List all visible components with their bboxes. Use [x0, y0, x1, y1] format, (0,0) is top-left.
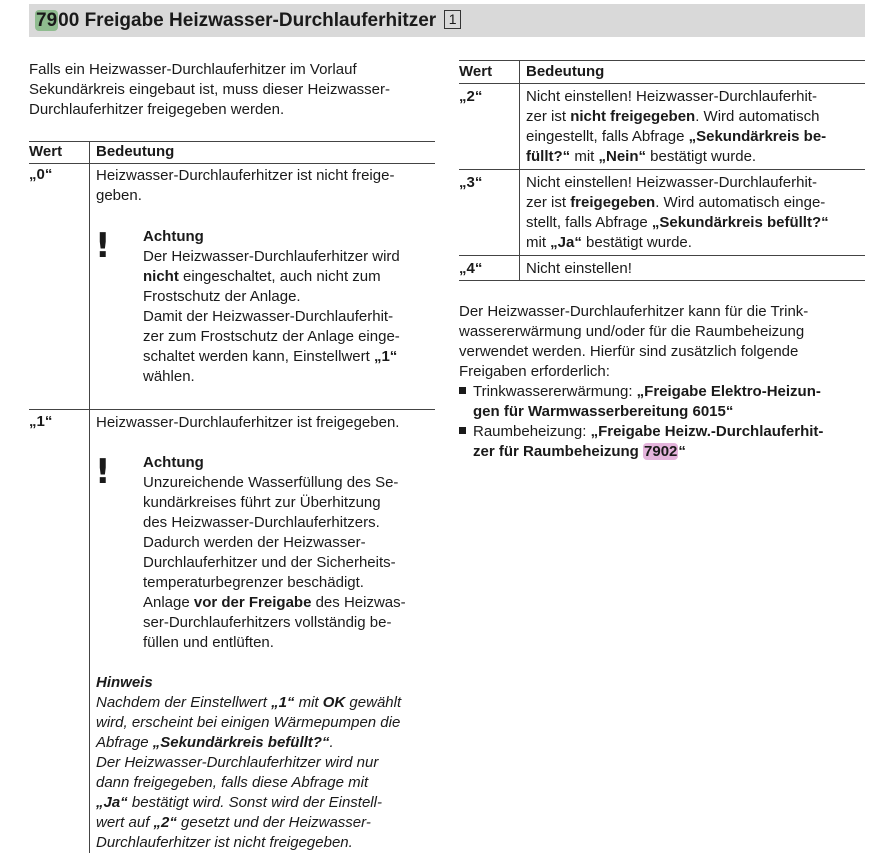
- hint-line: [96, 733, 401, 753]
- level-box: 1: [444, 10, 461, 29]
- text: mit: [570, 148, 599, 165]
- description-line: Heizwasser-Durchlauferhitzer ist nicht freige-: [96, 167, 395, 184]
- bold-text: „Sekundärkreis be-: [688, 128, 827, 145]
- bold-text: „2“: [153, 814, 177, 831]
- col-header-bedeutung: Bedeutung: [96, 143, 175, 160]
- warning-line: Dadurch werden der Heizwasser-: [143, 534, 366, 551]
- description-line: Nicht einstellen! Heizwasser-Durchlauferhit-: [526, 88, 817, 105]
- hint-notice: [96, 673, 401, 853]
- bold-text: nicht freigegeben: [570, 108, 696, 125]
- text: des Heizwas-: [311, 594, 406, 611]
- text: bestätigt wurde.: [646, 148, 757, 165]
- description-line: [526, 147, 826, 167]
- text: mit: [294, 694, 323, 711]
- table-row-value: „3“: [459, 174, 483, 191]
- parameter-code-highlight: 79: [36, 10, 58, 31]
- warning-line: [143, 593, 406, 613]
- text: .: [329, 734, 334, 751]
- bold-text: „Nein“: [598, 148, 647, 165]
- bold-text: vor der Freigabe: [193, 594, 312, 611]
- hint-line: dann freigegeben, falls diese Abfrage mit: [96, 774, 369, 791]
- text: gewählt: [345, 694, 402, 711]
- description-line: [526, 233, 829, 253]
- bold-text: „Freigabe Elektro-Heizun-: [636, 383, 821, 400]
- warning-line: Damit der Heizwasser-Durchlauferhit-: [143, 308, 394, 325]
- table-row-value: „1“: [29, 413, 53, 430]
- text: . Wird automatisch: [695, 108, 820, 125]
- paragraph-line: wassererwärmung und/oder für die Raumbeheizung: [459, 323, 805, 340]
- bullet-continuation: [459, 442, 823, 462]
- text: wert auf: [96, 814, 154, 831]
- description-line: [526, 213, 829, 233]
- description-line: [526, 107, 826, 127]
- warning-line: füllen und entlüften.: [143, 634, 274, 651]
- table-row-description: Nicht einstellen!: [526, 260, 632, 277]
- text: zer ist: [526, 194, 571, 211]
- warning-line: [143, 267, 400, 287]
- section-header: [29, 4, 865, 37]
- warning-line: ser-Durchlauferhitzers vollständig be-: [143, 614, 392, 631]
- table-row-value: „4“: [459, 260, 483, 277]
- warning-line: [143, 347, 400, 367]
- bold-text: „Ja“: [550, 234, 582, 251]
- intro-line: Durchlauferhitzer freigegeben werden.: [29, 101, 285, 118]
- hint-line: [96, 813, 401, 833]
- bold-text: zer für Raumbeheizung: [473, 443, 644, 460]
- bold-text: freigegeben: [570, 194, 656, 211]
- text: Anlage: [143, 594, 194, 611]
- table2-column-divider: [519, 60, 520, 280]
- col-header-wert: Wert: [29, 143, 63, 160]
- bold-text: „Ja“: [96, 794, 128, 811]
- warning-line: Durchlauferhitzer und der Sicherheits-: [143, 554, 396, 571]
- text: gesetzt und der Heizwasser-: [176, 814, 371, 831]
- text: bestätigt wird. Sonst wird der Einstell-: [127, 794, 382, 811]
- text: . Wird automatisch einge-: [655, 194, 826, 211]
- table-row-value: „0“: [29, 166, 53, 183]
- warning-line: Der Heizwasser-Durchlauferhitzer wird: [143, 248, 400, 265]
- bullet-icon: [459, 387, 466, 394]
- table-row-description: [526, 173, 829, 253]
- warning-line: Frostschutz der Anlage.: [143, 288, 301, 305]
- text: Trinkwassererwärmung:: [473, 383, 637, 400]
- text: bestätigt wurde.: [581, 234, 692, 251]
- bold-text: „1“: [271, 694, 295, 711]
- bold-text: „Sekundärkreis befüllt?“: [152, 734, 330, 751]
- bold-text: “: [678, 443, 686, 460]
- paragraph-line: Freigaben erforderlich:: [459, 363, 610, 380]
- table-column-divider: [89, 141, 90, 853]
- intro-line: Falls ein Heizwasser-Durchlauferhitzer im Vorlauf: [29, 61, 357, 78]
- warning-exclamation-icon: !: [95, 226, 111, 266]
- warning-line: zer zum Frostschutz der Anlage einge-: [143, 328, 400, 345]
- description-line: [526, 127, 826, 147]
- hint-line: [96, 693, 401, 713]
- text: Nachdem der Einstellwert: [96, 694, 272, 711]
- bold-text: „1“: [373, 348, 398, 365]
- hint-line: [96, 793, 401, 813]
- col-header-bedeutung: Bedeutung: [526, 63, 605, 80]
- title-text: Freigabe Heizwasser-Durchlauferhitzer: [84, 10, 437, 31]
- hint-line: Durchlauferhitzer ist nicht freigegeben.: [96, 834, 353, 851]
- text: Abfrage: [96, 734, 153, 751]
- warning-notice: [143, 453, 406, 653]
- hint-line: Der Heizwasser-Durchlauferhitzer wird nur: [96, 754, 379, 771]
- parameter-link-7902[interactable]: 7902: [644, 443, 678, 460]
- table-row-value: „2“: [459, 88, 483, 105]
- text: mit: [526, 234, 551, 251]
- warning-line: wählen.: [143, 368, 195, 385]
- bold-text: „Sekundärkreis befüllt?“: [651, 214, 829, 231]
- warning-exclamation-icon: !: [95, 452, 111, 492]
- bold-text: gen für Warmwasserbereitung 6015“: [473, 403, 734, 420]
- paragraph-line: verwendet werden. Hierfür sind zusätzlich folgende: [459, 343, 799, 360]
- description-line: geben.: [96, 187, 142, 204]
- text: zer ist: [526, 108, 571, 125]
- table-row-description: [96, 166, 394, 206]
- table-row-description: [526, 87, 826, 167]
- bold-text: OK: [322, 694, 346, 711]
- hint-line: wird, erscheint bei einigen Wärmepumpen die: [96, 714, 401, 731]
- description-line: Nicht einstellen! Heizwasser-Durchlauferhit-: [526, 174, 817, 191]
- col-header-wert: Wert: [459, 63, 493, 80]
- warning-title: Achtung: [143, 454, 204, 471]
- bullet-item: [459, 382, 823, 402]
- intro-paragraph: [29, 60, 390, 120]
- text: eingestellt, falls Abfrage: [526, 128, 689, 145]
- text: eingeschaltet, auch nicht zum: [178, 268, 381, 285]
- section-title: [35, 10, 461, 32]
- intro-line: Sekundärkreis eingebaut ist, muss dieser Heizwasser-: [29, 81, 390, 98]
- text: stellt, falls Abfrage: [526, 214, 652, 231]
- hint-title: Hinweis: [96, 674, 153, 691]
- warning-line: kundärkreises führt zur Überhitzung: [143, 494, 381, 511]
- bullet-continuation: [459, 402, 823, 422]
- bold-text: „Freigabe Heizw.-Durchlauferhit-: [590, 423, 824, 440]
- warning-title: Achtung: [143, 228, 204, 245]
- bold-text: füllt?“: [526, 148, 571, 165]
- usage-paragraph: [459, 302, 823, 462]
- warning-line: temperaturbegrenzer beschädigt.: [143, 574, 364, 591]
- warning-line: des Heizwasser-Durchlauferhitzers.: [143, 514, 380, 531]
- table-row-description: Heizwasser-Durchlauferhitzer ist freigegeben.: [96, 414, 400, 431]
- bullet-item: [459, 422, 823, 442]
- description-line: [526, 193, 829, 213]
- table2-bottom-rule: [459, 280, 865, 281]
- bullet-icon: [459, 427, 466, 434]
- warning-line: Unzureichende Wasserfüllung des Se-: [143, 474, 399, 491]
- warning-notice: [143, 227, 400, 387]
- text: schaltet werden kann, Einstellwert: [143, 348, 374, 365]
- text: Raumbeheizung:: [473, 423, 591, 440]
- parameter-code-rest: 00: [58, 10, 80, 31]
- bold-text: nicht: [143, 268, 179, 285]
- paragraph-line: Der Heizwasser-Durchlauferhitzer kann für die Trink-: [459, 303, 809, 320]
